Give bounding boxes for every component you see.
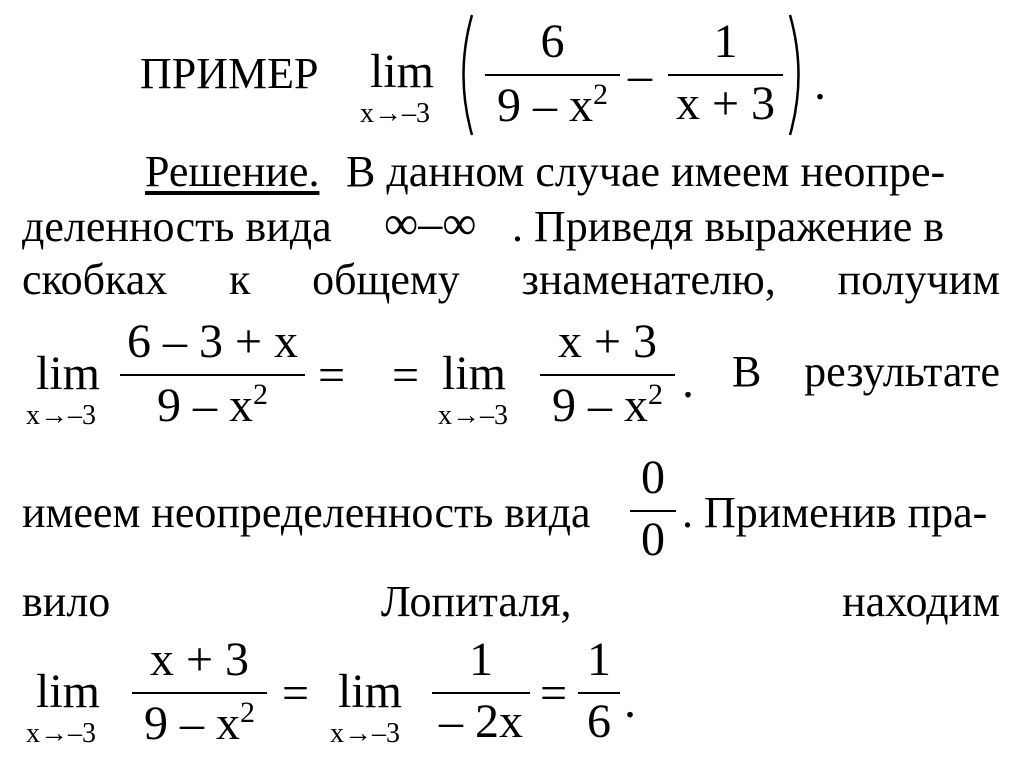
solution-line1: В данном случае имеем неопре- [346, 147, 946, 196]
exponent: 2 [253, 378, 268, 411]
fraction-bar [120, 374, 305, 376]
period: . [682, 355, 694, 408]
period: . [814, 57, 826, 110]
solution-line2-end: . Приведя выражение в [512, 202, 945, 251]
solution-line2-start: деленность вида [22, 202, 332, 251]
infinity-minus-infinity: ∞–∞ [384, 197, 477, 250]
fraction-6-3-x-over-9-x2 [120, 315, 305, 432]
lim-subscript: x→–3 [330, 718, 400, 749]
lim-operator: lim [370, 45, 435, 98]
fraction-bar [132, 692, 267, 694]
lim-operator: lim [36, 665, 101, 718]
fraction-numerator: 1 [469, 633, 493, 686]
fraction-bar [432, 692, 530, 694]
fraction-denominator: 0 [641, 513, 665, 566]
fraction-numerator: 1 [587, 633, 611, 686]
fraction-1-over-minus-2x [432, 633, 530, 748]
lim-operator: lim [338, 665, 403, 718]
fraction-numerator: 6 – 3 + x [126, 315, 299, 368]
fraction-numerator: 6 [540, 15, 565, 68]
fraction-denominator: x + 3 [675, 77, 776, 130]
minus-sign: – [628, 49, 652, 102]
exponent: 2 [593, 78, 608, 111]
period: . [624, 675, 636, 728]
equals-sign: = [392, 349, 420, 402]
word: знаменателю, [521, 255, 776, 304]
fraction-denominator: $9 - x^2$ [552, 378, 663, 432]
word: скобках [22, 255, 168, 304]
fraction-numerator: 1 [713, 15, 738, 68]
lim-operator: lim [36, 347, 101, 400]
right-paren-icon [786, 12, 810, 138]
fraction-0-over-0 [630, 451, 676, 566]
fraction-denominator: $9 - x^2$ [497, 78, 608, 132]
lim-subscript: x→–3 [26, 400, 96, 431]
fraction-x-plus-3-over-9-x2 [132, 633, 267, 750]
fraction-numerator: 0 [641, 451, 665, 504]
fraction-bar [668, 74, 783, 76]
lhopital-line [22, 577, 1000, 626]
fraction-bar [578, 692, 620, 694]
equals-sign: = [318, 349, 346, 402]
lim-subscript: x→–3 [26, 718, 96, 749]
fraction-numerator: x + 3 [557, 315, 658, 368]
word: результате [804, 347, 1000, 396]
word: получим [837, 255, 1000, 304]
fraction-6-over-9-x2 [485, 15, 620, 132]
equals-sign: = [540, 667, 568, 720]
fraction-x-plus-3-over-9-x2 [540, 315, 675, 432]
fraction-denominator: – 2x [439, 695, 523, 748]
lim-subscript: x→–3 [438, 400, 508, 431]
text-v-rezultate [732, 347, 1000, 396]
fraction-1-over-x-plus-3 [668, 15, 783, 130]
fraction-denominator: $9 - x^2$ [157, 378, 268, 432]
fraction-bar [485, 74, 620, 76]
lim-operator: lim [442, 347, 507, 400]
solution-heading: Решение. [145, 147, 320, 196]
fraction-denominator: $9 - x^2$ [144, 696, 255, 750]
word: В [732, 347, 762, 396]
fraction-denominator: 6 [587, 695, 611, 748]
indeterminacy-text: имеем неопределенность вида [22, 488, 591, 537]
fraction-1-over-6 [578, 633, 620, 748]
word: вило [22, 577, 111, 626]
equals-sign: = [282, 667, 310, 720]
exponent: 2 [240, 696, 255, 729]
example-label: ПРИМЕР [140, 49, 319, 98]
fraction-bar [540, 374, 675, 376]
word: общему [312, 255, 460, 304]
lim-subscript: x→–3 [360, 98, 430, 129]
exponent: 2 [648, 378, 663, 411]
word: находим [842, 577, 1000, 626]
left-paren-icon [452, 12, 476, 138]
fraction-bar [630, 510, 676, 512]
solution-line3 [22, 255, 1000, 304]
word: Лопиталя, [380, 577, 572, 626]
applying-rule-text: . Применив пра- [682, 488, 988, 537]
fraction-numerator: x + 3 [149, 633, 250, 686]
word: к [229, 255, 251, 304]
